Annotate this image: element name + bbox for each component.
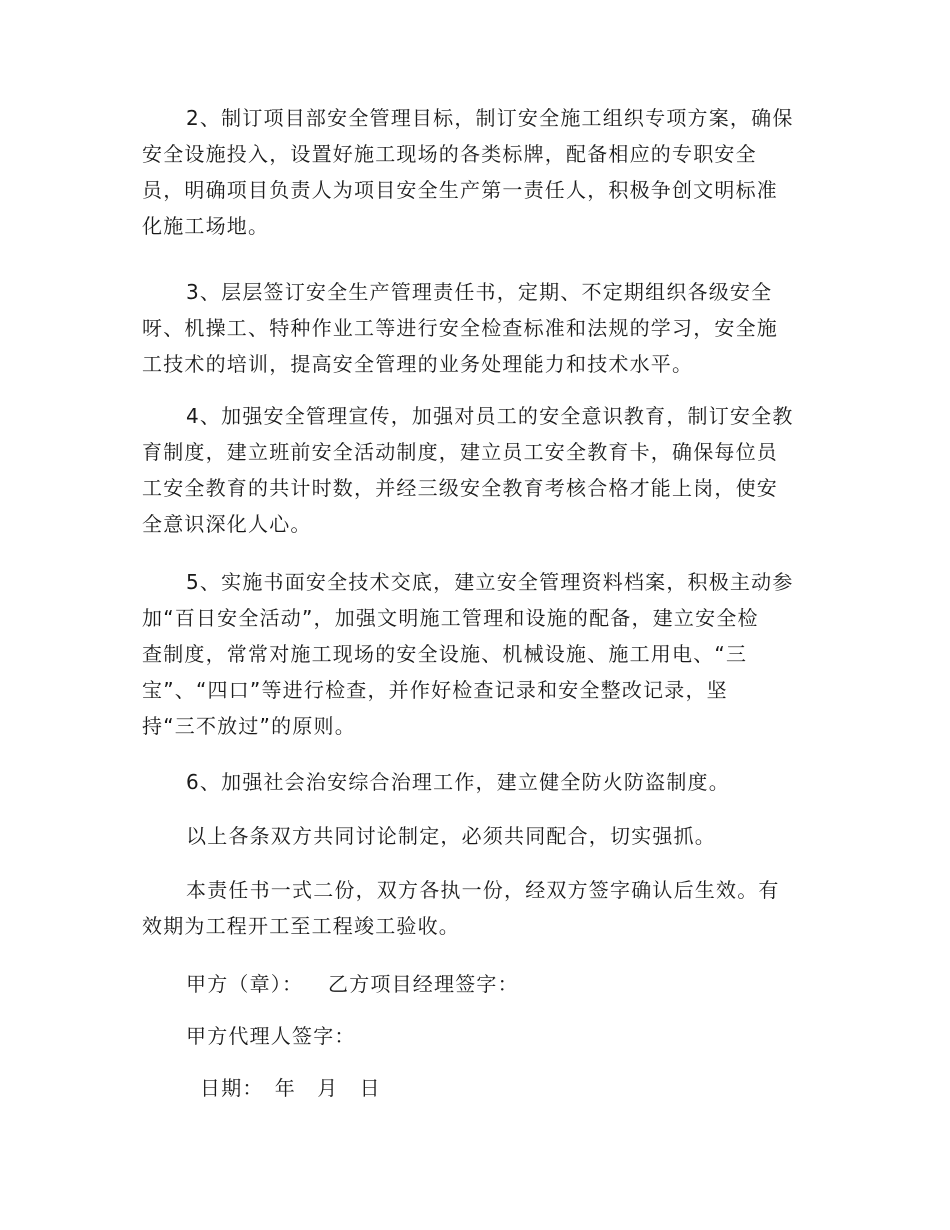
date-line: 日期： 年 月 日	[200, 1076, 381, 1100]
text-line: 工安全教育的共计时数，并经三级安全教育考核合格才能上岗，使安	[142, 476, 778, 500]
text-line: 5、实施书面安全技术交底，建立安全管理资料档案，积极主动参	[186, 570, 794, 594]
text-line: 2、制订项目部安全管理目标，制订安全施工组织专项方案，确保	[186, 106, 794, 130]
text-line: 安全设施投入，设置好施工现场的各类标牌，配备相应的专职安全	[142, 142, 757, 166]
text-line: 加“百日安全活动”，加强文明施工管理和设施的配备，建立安全检	[142, 606, 759, 630]
paragraph-item-6	[142, 764, 810, 800]
paragraph-item-5	[142, 564, 810, 744]
paragraph-item-2	[142, 100, 810, 244]
text-line: 全意识深化人心。	[142, 512, 312, 536]
text-line: 宝”、“四口”等进行检查，并作好检查记录和安全整改记录，坚	[142, 678, 728, 702]
text-line: 本责任书一式二份，双方各执一份，经双方签字确认后生效。有	[186, 878, 780, 902]
text-line: 3、层层签订安全生产管理责任书，定期、不定期组织各级安全	[186, 280, 773, 304]
text-line: 化施工场地。	[142, 214, 270, 238]
paragraph-item-3	[142, 274, 810, 382]
text-line: 员，明确项目负责人为项目安全生产第一责任人，积极争创文明标准	[142, 178, 778, 202]
text-line: 持“三不放过”的原则。	[142, 714, 356, 738]
text-line: 呀、机操工、特种作业工等进行安全检查标准和法规的学习，安全施	[142, 316, 778, 340]
text-line: 工技术的培训，提高安全管理的业务处理能力和技术水平。	[142, 352, 694, 376]
party-a-agent-signature-label: 甲方代理人签字：	[186, 1024, 356, 1048]
text-line: 效期为工程开工至工程竣工验收。	[142, 914, 460, 938]
party-b-manager-signature-label: 乙方项目经理签字：	[328, 972, 519, 996]
party-a-seal-label: 甲方（章）：	[186, 972, 304, 996]
paragraph-item-4	[142, 398, 810, 542]
text-line: 4、加强安全管理宣传，加强对员工的安全意识教育，制订安全教	[186, 404, 794, 428]
text-line: 育制度，建立班前安全活动制度，建立员工安全教育卡，确保每位员	[142, 440, 778, 464]
closing-paragraph	[142, 818, 810, 854]
text-line: 查制度，常常对施工现场的安全设施、机械设施、施工用电、“三	[142, 642, 748, 666]
text-line: 以上各条双方共同讨论制定，必须共同配合，切实强抓。	[186, 824, 716, 848]
text-line: 6、加强社会治安综合治理工作，建立健全防火防盗制度。	[186, 770, 730, 794]
validity-paragraph	[142, 872, 810, 944]
